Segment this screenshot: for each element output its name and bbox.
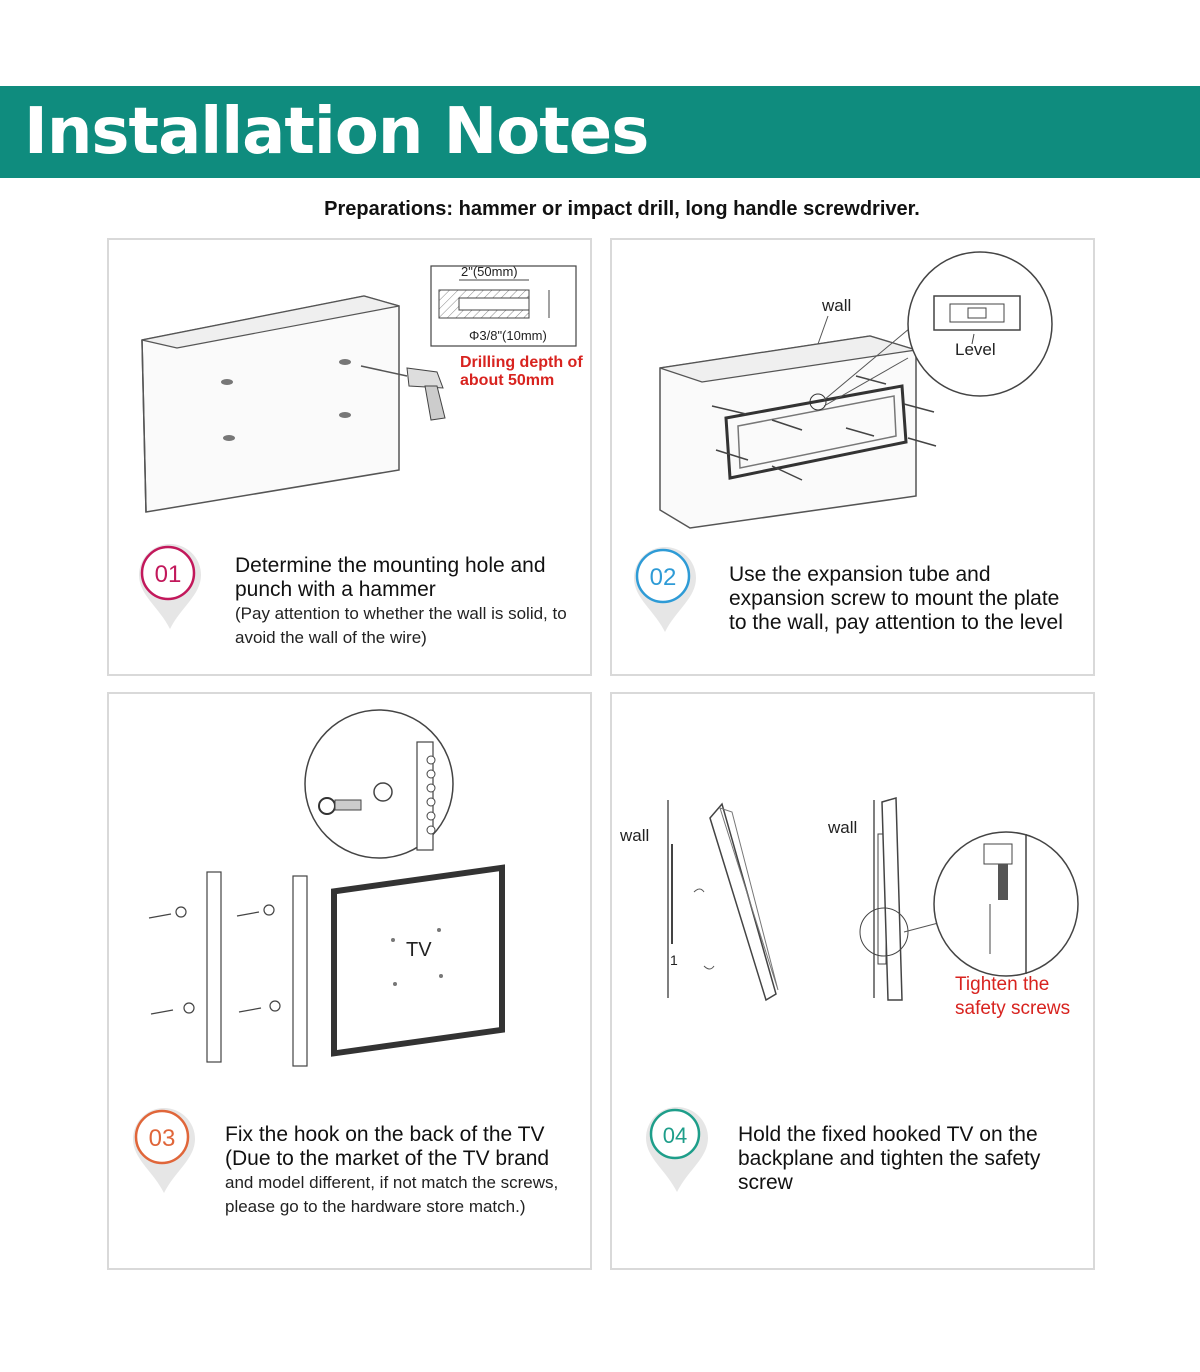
header-banner xyxy=(0,86,1200,178)
preparations-text: Preparations: hammer or impact drill, long handle screwdriver. xyxy=(324,198,920,220)
plate-mounting-illustration xyxy=(612,240,1097,540)
step-02-pin-icon xyxy=(630,546,700,636)
step-panel-04 xyxy=(610,692,1095,1270)
step-01-pin-icon xyxy=(135,543,205,633)
step-02-main-line1: Use the expansion tube and xyxy=(729,563,991,586)
step-03-text xyxy=(225,1123,585,1219)
step-04-pin-icon xyxy=(642,1106,712,1196)
step-panel-02 xyxy=(610,238,1095,676)
step-02-main-line3: to the wall, pay attention to the level xyxy=(729,611,1063,634)
step-04-main-line3: screw xyxy=(738,1171,793,1194)
step-04-number: 04 xyxy=(662,1123,688,1148)
step-04-main-line1: Hold the fixed hooked TV on the xyxy=(738,1123,1038,1146)
step-panel-03 xyxy=(107,692,592,1270)
page-title: Installation Notes xyxy=(24,95,649,169)
tighten-label-line2: safety screws xyxy=(955,998,1071,1019)
step-02-main-line2: expansion screw to mount the plate xyxy=(729,587,1060,610)
step-01-text xyxy=(235,554,585,650)
level-label: Level xyxy=(955,340,996,359)
step-01-sub-line1: (Pay attention to whether the wall is solid, to xyxy=(235,604,567,623)
step-04-main-line2: backplane and tighten the safety xyxy=(738,1147,1041,1170)
step-03-main-line2: (Due to the market of the TV brand xyxy=(225,1147,550,1170)
drill-size-label: 2"(50mm) xyxy=(461,264,518,279)
step-01-main-line2: punch with a hammer xyxy=(235,578,436,601)
depth-label-line1: Drilling depth of xyxy=(460,354,583,371)
step-03-sub-line2: please go to the hardware store match.) xyxy=(225,1197,526,1216)
step-panel-01 xyxy=(107,238,592,676)
wall-right-label: wall xyxy=(828,818,858,837)
tv-label: TV xyxy=(406,939,432,961)
bit-size-label: Φ3/8"(10mm) xyxy=(469,328,547,343)
marker-label: 1 xyxy=(670,952,678,968)
tighten-label-line1: Tighten the xyxy=(955,974,1050,995)
step-03-number: 03 xyxy=(148,1125,176,1152)
step-02-text xyxy=(729,563,1091,635)
tv-hanging-illustration xyxy=(612,694,1097,1094)
step-04-text xyxy=(738,1123,1078,1195)
step-01-sub-line2: avoid the wall of the wire) xyxy=(235,628,427,647)
step-03-main-line1: Fix the hook on the back of the TV xyxy=(225,1123,545,1146)
step-01-main-line1: Determine the mounting hole and xyxy=(235,554,546,577)
wall-label: wall xyxy=(822,296,852,315)
step-03-sub-line1: and model different, if not match the screws, xyxy=(225,1173,559,1192)
step-03-pin-icon xyxy=(129,1107,199,1197)
step-01-number: 01 xyxy=(154,561,182,588)
tv-hook-illustration xyxy=(109,694,594,1094)
wall-left-label: wall xyxy=(620,826,650,845)
depth-label-line2: about 50mm xyxy=(460,372,555,389)
wall-drilling-illustration xyxy=(109,240,594,540)
step-02-number: 02 xyxy=(649,564,677,591)
